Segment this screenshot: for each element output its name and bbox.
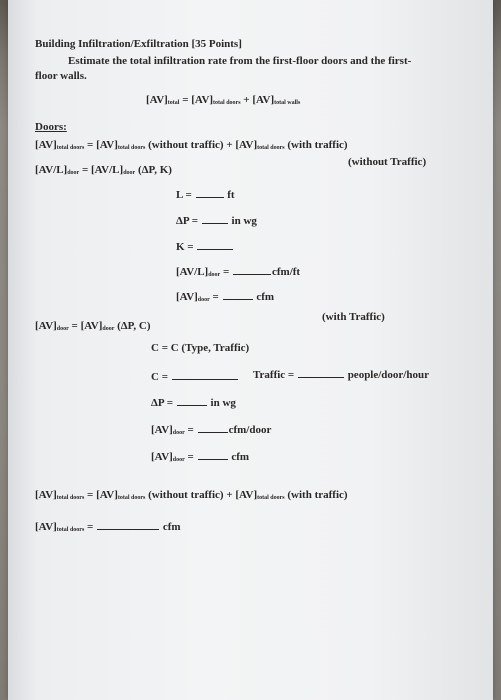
- eq-term: [AV]: [80, 320, 103, 332]
- av-unit: cfm: [256, 291, 275, 303]
- traffic-label: Traffic =: [253, 369, 297, 381]
- eq-sign: =: [84, 139, 97, 151]
- length-row: [176, 188, 235, 202]
- eq-subscript: total: [167, 100, 180, 106]
- eq-sign: =: [79, 164, 91, 176]
- eq-subscript: total doors: [213, 100, 241, 106]
- eq-subscript: door: [67, 170, 80, 176]
- eq-subscript: door: [172, 457, 185, 463]
- total-doors-unit: cfm: [162, 521, 181, 533]
- avl-answer-blank[interactable]: [233, 265, 271, 275]
- eq-subscript: total walls: [274, 100, 301, 106]
- eq-subscript: door: [197, 297, 210, 303]
- eq-label: (without traffic) +: [145, 139, 236, 151]
- eq-sign: =: [220, 266, 232, 278]
- doors-heading: Doors:: [35, 121, 67, 133]
- av-per-door-answer-blank[interactable]: [198, 423, 228, 433]
- eq-term: [AV/L]: [35, 164, 68, 176]
- eq-label: (with traffic): [284, 489, 348, 501]
- doors-total-equation: [35, 139, 348, 155]
- eq-subscript: door: [56, 326, 69, 332]
- k-row: [176, 240, 234, 254]
- eq-sign: =: [84, 489, 97, 501]
- c-answer-blank[interactable]: [172, 370, 238, 380]
- eq-sign: =: [84, 521, 97, 533]
- length-unit: ft: [227, 189, 235, 201]
- c-label: C =: [151, 371, 171, 383]
- eq-subscript: total doors: [56, 527, 85, 533]
- k-label: K =: [176, 241, 197, 253]
- instructions-line-2: floor walls.: [35, 70, 87, 82]
- eq-subscript: total doors: [56, 145, 85, 151]
- eq-sign: =: [184, 424, 197, 436]
- av-label: [AV]: [151, 424, 173, 436]
- eq-subscript: total doors: [257, 495, 285, 501]
- pressure-label: ΔP =: [176, 215, 201, 227]
- eq-term: [AV]: [35, 320, 57, 332]
- eq-subscript: total doors: [56, 495, 85, 501]
- eq-term: [AV]: [35, 489, 57, 501]
- traffic-answer-blank[interactable]: [298, 368, 344, 378]
- pressure-row-no-traffic: [176, 214, 257, 228]
- eq-subscript: door: [102, 326, 115, 332]
- av-answer-blank[interactable]: [223, 290, 253, 300]
- eq-term: [AV]: [252, 94, 275, 106]
- eq-term: [AV]: [235, 489, 258, 501]
- eq-term: [AV]: [96, 489, 118, 501]
- doors-total-equation-summary: [35, 489, 348, 505]
- c-function: C = C (Type, Traffic): [151, 342, 250, 354]
- av-label: [AV]: [35, 521, 57, 533]
- instructions-line-1: Estimate the total infiltration rate from the first-floor doors and the first-: [68, 55, 412, 67]
- av-door-row: [176, 290, 274, 307]
- pressure-unit: in wg: [210, 397, 236, 409]
- avl-unit: cfm/ft: [271, 266, 301, 278]
- traffic-row: [253, 368, 429, 382]
- eq-subscript: total doors: [257, 145, 285, 151]
- length-answer-blank[interactable]: [196, 188, 224, 198]
- c-traffic-row: [151, 370, 239, 384]
- eq-label: (with traffic): [284, 139, 348, 151]
- eq-subscript: door: [208, 272, 221, 278]
- eq-label: (without traffic) +: [145, 489, 236, 501]
- eq-sign: =: [184, 451, 197, 463]
- av-door-per-door-row: [151, 423, 271, 440]
- total-doors-answer-blank[interactable]: [97, 520, 159, 530]
- av-traffic-answer-blank[interactable]: [198, 450, 228, 460]
- eq-sign: =: [209, 291, 222, 303]
- worksheet-page: [8, 0, 493, 700]
- total-infiltration-equation: [146, 94, 300, 110]
- pressure-traffic-answer-blank[interactable]: [177, 396, 207, 406]
- pressure-unit: in wg: [231, 215, 257, 227]
- eq-term: [AV]: [96, 139, 118, 151]
- av-traffic-unit: cfm: [231, 451, 250, 463]
- eq-term: [AV/L]: [90, 164, 124, 176]
- door-avl-equation: [35, 164, 172, 180]
- av-label: [AV]: [151, 451, 173, 463]
- eq-term: [AV]: [235, 139, 258, 151]
- eq-term: [AV]: [146, 94, 168, 106]
- eq-plus: +: [240, 94, 253, 106]
- eq-subscript: door: [172, 430, 185, 436]
- eq-subscript: door: [123, 170, 136, 176]
- door-av-traffic-equation: [35, 320, 151, 336]
- eq-subscript: total doors: [117, 145, 146, 151]
- pressure-answer-blank[interactable]: [202, 214, 228, 224]
- eq-subscript: total doors: [117, 495, 146, 501]
- eq-sign: =: [68, 320, 81, 332]
- pressure-row-traffic: [151, 396, 236, 410]
- pressure-label: ΔP =: [151, 397, 176, 409]
- k-answer-blank[interactable]: [197, 240, 233, 250]
- worksheet-title: Building Infiltration/Exfiltration [35 Points]: [35, 38, 242, 50]
- eq-args: (ΔP, K): [135, 164, 172, 176]
- eq-term: [AV]: [191, 94, 214, 106]
- without-traffic-label: (without Traffic): [348, 156, 427, 168]
- length-label: L =: [176, 189, 195, 201]
- total-doors-result-row: [35, 520, 181, 537]
- eq-args: (ΔP, C): [114, 320, 151, 332]
- eq-sign: =: [179, 94, 192, 106]
- av-per-door-unit: cfm/door: [228, 424, 272, 436]
- avl-door-row: [176, 265, 300, 282]
- with-traffic-label: (with Traffic): [322, 311, 385, 323]
- av-door-traffic-row: [151, 450, 249, 467]
- av-label: [AV]: [176, 291, 198, 303]
- traffic-unit: people/door/hour: [347, 369, 429, 381]
- eq-term: [AV]: [35, 139, 57, 151]
- avl-label: [AV/L]: [176, 266, 209, 278]
